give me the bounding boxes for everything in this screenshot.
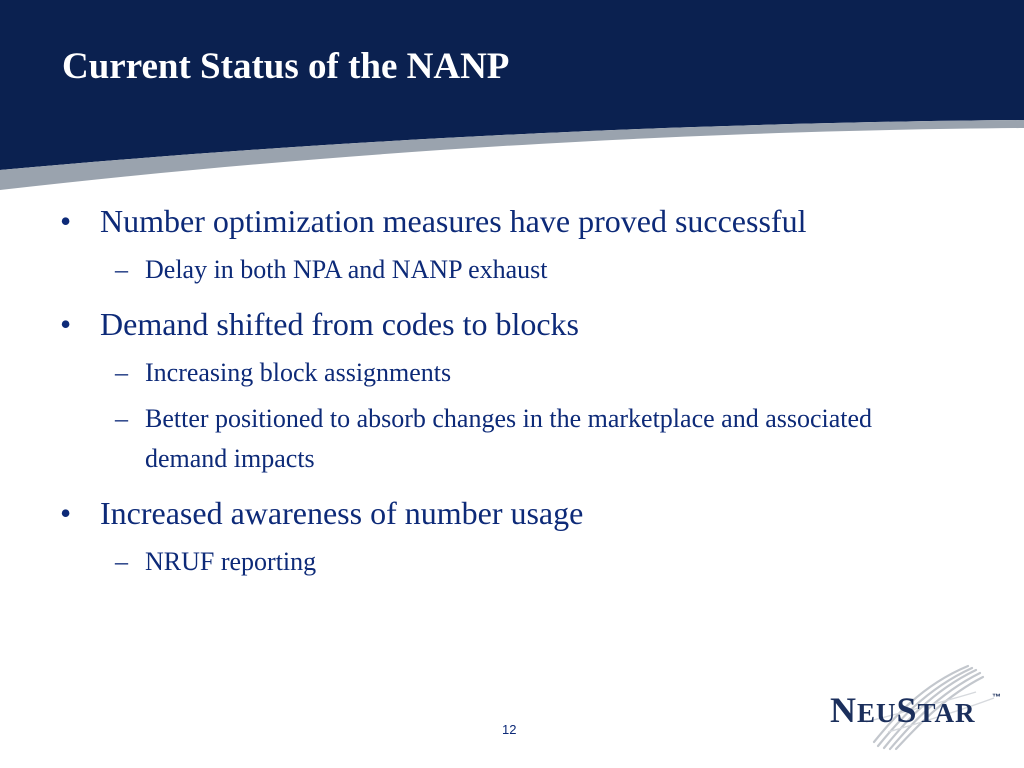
sub-bullet-marker: – xyxy=(115,255,128,284)
sub-bullet-text: NRUF reporting xyxy=(145,547,317,576)
page-number: 12 xyxy=(502,722,517,737)
header-banner xyxy=(0,0,1024,200)
slide-content xyxy=(60,198,960,582)
sub-bullet-text: Better positioned to absorb changes in the marketplace and associated demand impacts xyxy=(145,404,873,473)
bullet-item xyxy=(60,490,960,536)
bullet-item xyxy=(60,301,960,347)
logo-wordmark: NEUSTAR xyxy=(830,690,976,730)
sub-bullet-item xyxy=(60,542,960,582)
sub-bullet-item xyxy=(60,353,960,393)
bullet-text: Increased awareness of number usage xyxy=(100,495,584,531)
sub-bullet-text: Delay in both NPA and NANP exhaust xyxy=(145,255,548,284)
bullet-text: Demand shifted from codes to blocks xyxy=(100,306,579,342)
neustar-logo xyxy=(826,662,1006,752)
bullet-item xyxy=(60,198,960,244)
slide-title: Current Status of the NANP xyxy=(62,46,510,87)
sub-bullet-marker: – xyxy=(115,358,128,387)
bullet-marker: • xyxy=(60,203,72,239)
trademark-symbol: ™ xyxy=(992,692,1001,702)
bullet-marker: • xyxy=(60,495,72,531)
sub-bullet-item xyxy=(60,399,960,479)
sub-bullet-text: Increasing block assignments xyxy=(145,358,452,387)
sub-bullet-item xyxy=(60,250,960,290)
sub-bullet-marker: – xyxy=(115,404,128,433)
bullet-text: Number optimization measures have proved successful xyxy=(100,203,807,239)
bullet-marker: • xyxy=(60,306,72,342)
sub-bullet-marker: – xyxy=(115,547,128,576)
